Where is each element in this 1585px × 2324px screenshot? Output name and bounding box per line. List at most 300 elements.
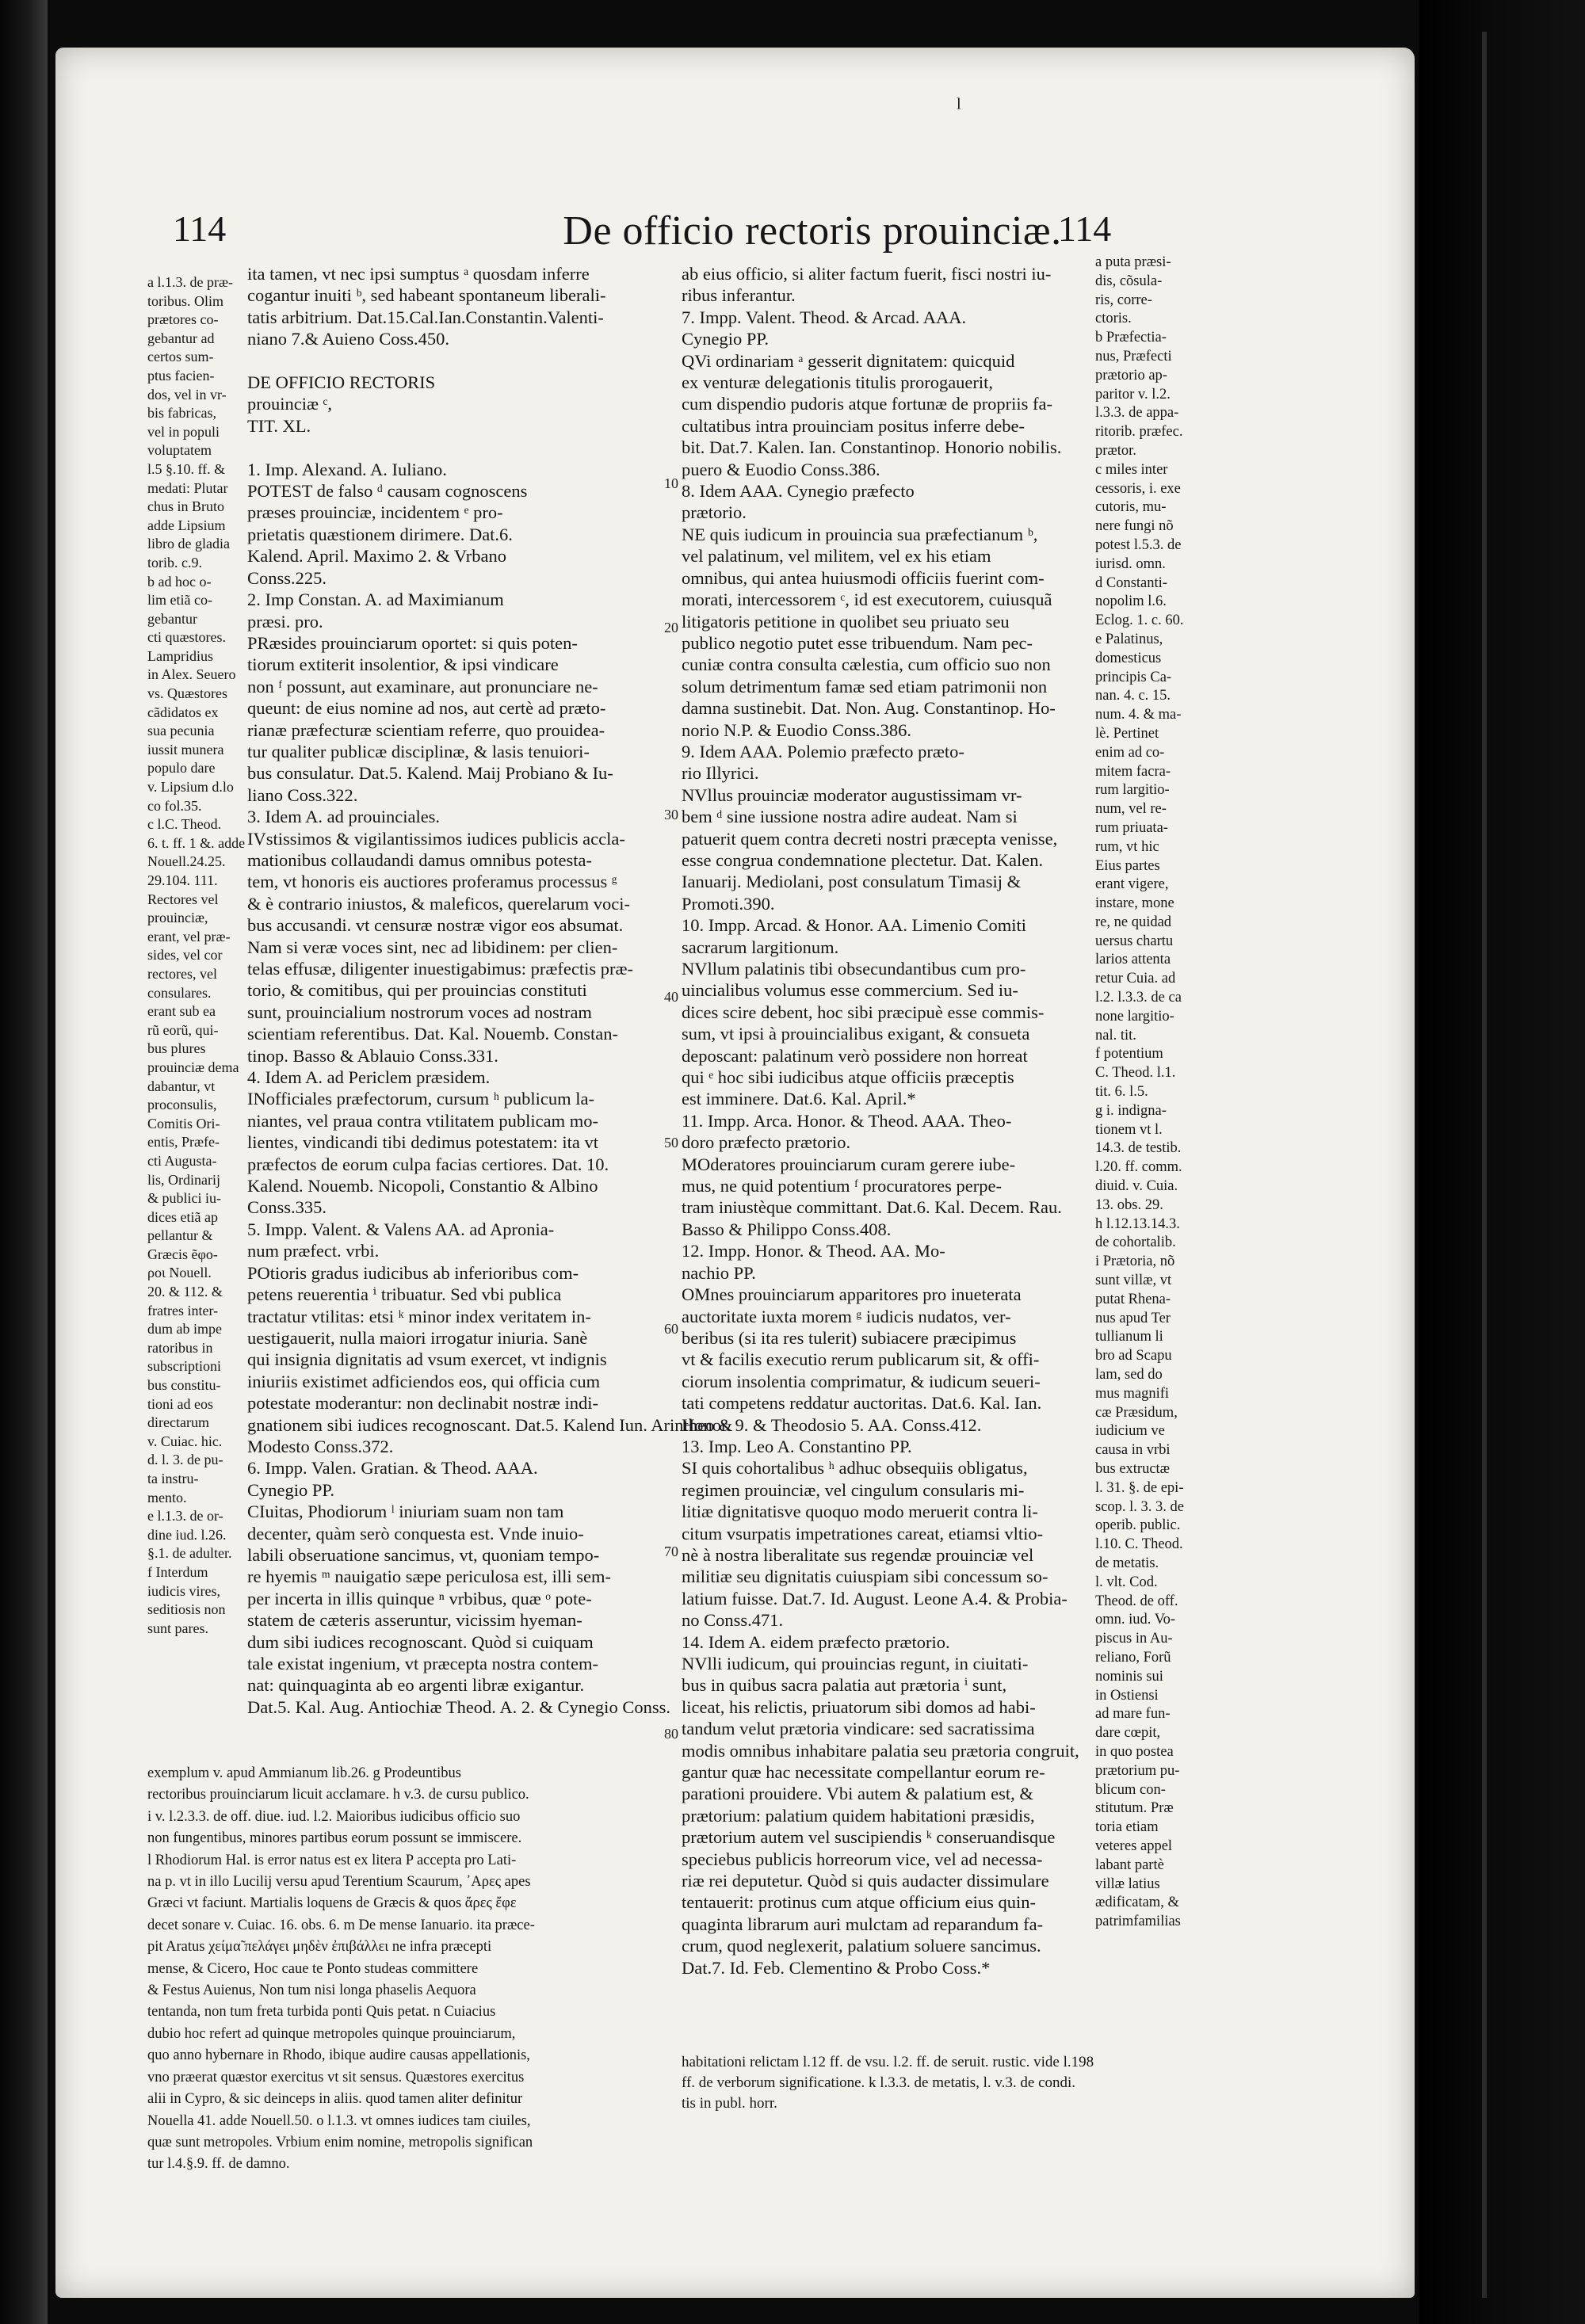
text-line: TIT. XL. bbox=[247, 415, 311, 436]
text-line: num, vel re- bbox=[1095, 801, 1167, 818]
line-number: 40 bbox=[664, 989, 678, 1005]
text-line: mense, & Cicero, Hoc caue te Ponto studeas committere bbox=[147, 1960, 479, 1977]
text-line: præses prouinciæ, incidentem ᵉ pro- bbox=[247, 502, 503, 523]
text-line: & Festus Auienus, Non tum nisi longa phaselis Aequora bbox=[147, 1982, 476, 1999]
text-line: l.5 §.10. ff. & bbox=[147, 460, 226, 477]
text-line: seditiosis non bbox=[147, 1601, 226, 1618]
right-footnotes bbox=[682, 2052, 1220, 2114]
text-line: liano Coss.322. bbox=[247, 784, 358, 805]
line-number: 80 bbox=[664, 1726, 678, 1742]
text-line: iussit munera bbox=[147, 741, 224, 757]
text-line: lis, Ordinarij bbox=[147, 1171, 220, 1188]
text-line: doro præfecto prætorio. bbox=[682, 1132, 851, 1153]
text-line: INofficiales præfectorum, cursum ʰ publicum la- bbox=[247, 1089, 594, 1109]
text-line: prætor. bbox=[1095, 442, 1136, 459]
text-line: nopolim l.6. bbox=[1095, 593, 1167, 610]
text-line: mationibus collaudandi damus omnibus potesta- bbox=[247, 849, 592, 870]
text-line: Rectores vel bbox=[147, 891, 219, 907]
text-line: 4. Idem A. ad Periclem præsidem. bbox=[247, 1067, 491, 1088]
text-line: pit Aratus χείμα̃ πελάγει μηδὲν ἐπιβάλλει ne infra præcepti bbox=[147, 1939, 492, 1956]
text-line: Eclog. 1. c. 60. bbox=[1095, 612, 1184, 629]
text-line: ctoris. bbox=[1095, 311, 1132, 327]
text-line: dos, vel in vr- bbox=[147, 386, 227, 403]
text-line: tullianum li bbox=[1095, 1329, 1163, 1345]
text-line: cti Augusta- bbox=[147, 1152, 217, 1169]
book-spine bbox=[1419, 0, 1585, 2324]
text-line: mus, ne quid potentium ᶠ procuratores perpe- bbox=[682, 1176, 1002, 1196]
text-line: no Conss.471. bbox=[682, 1610, 784, 1631]
text-line: solum detrimentum famæ sed etiam patrimonii non bbox=[682, 676, 1048, 696]
text-line: Theod. de off. bbox=[1095, 1593, 1178, 1609]
text-line: a l.1.3. de præ- bbox=[147, 274, 233, 290]
text-line: dubio hoc refert ad quinque metropoles quinque prouinciarum, bbox=[147, 2025, 516, 2042]
text-line: torio, & comitibus, qui per prouincias constituti bbox=[247, 980, 587, 1001]
text-line: ratoribus in bbox=[147, 1339, 213, 1356]
text-line: nus, Præfecti bbox=[1095, 348, 1172, 364]
text-line: gebantur ad bbox=[147, 330, 215, 346]
text-line: bus extructæ bbox=[1095, 1461, 1171, 1477]
text-line: Lampridius bbox=[147, 647, 213, 664]
text-line: Græci vt faciunt. Martialis loquens de Græcis & quos ἄρες ἔφε bbox=[147, 1895, 517, 1912]
text-line: principis Ca- bbox=[1095, 669, 1172, 685]
text-line: bus in quibus sacra palatia aut prætoria ⁱ sunt, bbox=[682, 1675, 1007, 1696]
text-line: reliano, Forũ bbox=[1095, 1649, 1171, 1666]
text-line: medati: Plutar bbox=[147, 479, 228, 496]
text-line: prætorium autem vel suscipiendis ᵏ conseruandisque bbox=[682, 1827, 1056, 1848]
text-line: certos sum- bbox=[147, 349, 214, 365]
text-line: tur qualiter publicæ disciplinæ, & lasis tenuiori- bbox=[247, 741, 590, 761]
text-line: lientes, vindicandi tibi dedimus potestatem: ita vt bbox=[247, 1132, 599, 1153]
text-line: pellantur & bbox=[147, 1227, 213, 1244]
text-line: non fungentibus, minores partibus eorum possunt se immiscere. bbox=[147, 1830, 522, 1847]
text-line: prouinciæ ᶜ, bbox=[247, 394, 332, 414]
text-line: Dat.5. Kal. Aug. Antiochiæ Theod. A. 2. & Cynegio Conss. bbox=[247, 1696, 670, 1717]
text-line: erant, vel præ- bbox=[147, 928, 231, 944]
text-line: C. Theod. l.1. bbox=[1095, 1065, 1176, 1082]
text-line: MOderatores prouinciarum curam gerere iube- bbox=[682, 1154, 1016, 1174]
text-line: ex venturæ delegationis titulis prorogauerit, bbox=[682, 372, 994, 393]
text-line: sunt, prouincialium nostrorum voces ad nostram bbox=[247, 1002, 592, 1022]
text-line: re hyemis ᵐ nauigatio sæpe periculosa est, illi sem- bbox=[247, 1567, 612, 1587]
text-line: 10. Impp. Arcad. & Honor. AA. Limenio Comiti bbox=[682, 915, 1026, 936]
text-line: Basso & Philippo Conss.408. bbox=[682, 1219, 892, 1239]
text-line: voluptatem bbox=[147, 442, 212, 459]
text-line: populo dare bbox=[147, 760, 216, 777]
text-line: directarum bbox=[147, 1414, 209, 1431]
text-line: auctoritate iuxta morem ᵍ iudicis nudatos, ver- bbox=[682, 1306, 1011, 1326]
text-line: 1. Imp. Alexand. A. Iuliano. bbox=[247, 459, 447, 479]
text-line: vel in populi bbox=[147, 423, 220, 440]
text-line: nè à nostra liberalitate sus regendæ prouinciæ vel bbox=[682, 1544, 1034, 1565]
text-line: de metatis. bbox=[1095, 1555, 1159, 1571]
text-line: quo anno hybernare in Rhodo, ibique audire causas appellationis, bbox=[147, 2047, 530, 2064]
text-line: sides, vel cor bbox=[147, 947, 223, 964]
text-line: ritorib. præfec. bbox=[1095, 424, 1183, 441]
text-line: dis, cõsula- bbox=[1095, 273, 1163, 289]
line-number: 50 bbox=[664, 1135, 678, 1151]
text-line: dabantur, vt bbox=[147, 1078, 216, 1094]
text-line: cti quæstores. bbox=[147, 629, 226, 646]
text-line: rectoribus prouinciarum licuit acclamare. h v.3. de cursu publico. bbox=[147, 1787, 529, 1803]
line-number: 70 bbox=[664, 1544, 678, 1559]
text-line: iudicis vires, bbox=[147, 1582, 220, 1599]
text-line: Eius partes bbox=[1095, 857, 1160, 874]
text-line: rum priuata- bbox=[1095, 819, 1168, 836]
text-line: POtioris gradus iudicibus ab inferioribus com- bbox=[247, 1262, 579, 1283]
text-line bbox=[247, 437, 675, 458]
text-line: QVi ordinariam ᵃ gesserit dignitatem: quicquid bbox=[682, 350, 1015, 371]
text-line: bus accusandi. vt censuræ nostræ vigor eos absumat. bbox=[247, 915, 624, 936]
text-line: e Palatinus, bbox=[1095, 631, 1163, 647]
text-line: iurisd. omn. bbox=[1095, 555, 1166, 572]
line-number: 30 bbox=[664, 807, 678, 822]
text-line: & publici iu- bbox=[147, 1190, 221, 1207]
text-line: qui ᵉ hoc sibi iudicibus atque officiis præceptis bbox=[682, 1067, 1014, 1088]
text-line: niano 7.& Auieno Coss.450. bbox=[247, 329, 450, 349]
text-line: tinop. Basso & Ablauio Conss.331. bbox=[247, 1045, 498, 1066]
text-line: ab eius officio, si aliter factum fuerit, fisci nostri iu- bbox=[682, 264, 1052, 284]
text-line: parationi prouidere. Vbi autem & palatium est, & bbox=[682, 1784, 1033, 1804]
text-line: sacrarum largitionum. bbox=[682, 937, 839, 957]
text-line: operib. public. bbox=[1095, 1517, 1181, 1534]
text-line: Nouella 41. adde Nouell.50. o l.1.3. vt omnes iudices tam ciuiles, bbox=[147, 2112, 531, 2129]
text-line: instare, mone bbox=[1095, 895, 1174, 912]
text-line: Modesto Conss.372. bbox=[247, 1436, 394, 1456]
text-line: erant vigere, bbox=[1095, 876, 1169, 893]
text-line: lè. Pertinet bbox=[1095, 725, 1159, 742]
text-line: rum largitio- bbox=[1095, 782, 1170, 799]
text-line: vno præerat quæstor exercitus vt sit sensus. Quæstores exercitus bbox=[147, 2069, 525, 2085]
text-line: sua pecunia bbox=[147, 723, 215, 739]
page-title: De officio rectoris prouinciæ. bbox=[563, 208, 1062, 254]
text-line: ptus facien- bbox=[147, 367, 215, 384]
text-line: prouinciæ dema bbox=[147, 1059, 239, 1075]
text-line: nere fungi nõ bbox=[1095, 518, 1174, 535]
text-line: 7. Impp. Valent. Theod. & Arcad. AAA. bbox=[682, 307, 967, 327]
text-line: CIuitas, Phodiorum ˡ iniuriam suam non tam bbox=[247, 1502, 564, 1522]
text-line: Græcis ẽφο- bbox=[147, 1246, 218, 1262]
text-line: cæ Præsidum, bbox=[1095, 1404, 1178, 1421]
text-line: causa in vrbi bbox=[1095, 1442, 1171, 1459]
text-line: in quo postea bbox=[1095, 1743, 1174, 1760]
text-line: queunt: de eius nomine ad nos, aut certè ad præto- bbox=[247, 698, 606, 719]
text-line: tati competens reddatur auctoritas. Dat.6. Kal. Ian. bbox=[682, 1393, 1042, 1414]
text-line: libro de gladia bbox=[147, 536, 230, 552]
text-line: d Constanti- bbox=[1095, 574, 1167, 591]
text-line: SI quis cohortalibus ʰ adhuc obsequiis obligatus, bbox=[682, 1458, 1028, 1479]
text-line: POTEST de falso ᵈ causam cognoscens bbox=[247, 481, 528, 502]
text-line: prætores co- bbox=[147, 311, 219, 328]
text-line: num. 4. & ma- bbox=[1095, 707, 1182, 723]
text-line: tractatur vtilitas: etsi ᵏ minor index veritatem in- bbox=[247, 1306, 591, 1326]
text-line: omn. iud. Vo- bbox=[1095, 1612, 1176, 1628]
text-line: l.10. C. Theod. bbox=[1095, 1536, 1183, 1553]
text-line: habitationi relictam l.12 ff. de vsu. l.2. ff. de seruit. rustic. vide l.198 bbox=[682, 2054, 1094, 2070]
text-line: petens reuerentia ⁱ tribuatur. Sed vbi publica bbox=[247, 1284, 562, 1305]
text-line: f Interdum bbox=[147, 1563, 208, 1580]
text-line: ita tamen, vt nec ipsi sumptus ᵃ quosdam inferre bbox=[247, 264, 590, 284]
text-line: prætorio ap- bbox=[1095, 367, 1167, 384]
text-line: scop. l. 3. 3. de bbox=[1095, 1498, 1185, 1515]
text-line: qui insignia dignitatis ad vsum exercet, vt indignis bbox=[247, 1349, 607, 1370]
text-line: Promoti.390. bbox=[682, 893, 775, 914]
text-line: nan. 4. c. 15. bbox=[1095, 688, 1171, 704]
text-line: Conss.225. bbox=[247, 567, 327, 588]
text-line: v. Lipsium d.lo bbox=[147, 779, 234, 796]
text-line: l.20. ff. comm. bbox=[1095, 1159, 1182, 1176]
text-line: litigatoris petitione in quolibet seu priuato seu bbox=[682, 611, 1010, 632]
text-line: vt & facilis executio rerum publicarum sit, & offi- bbox=[682, 1349, 1040, 1370]
text-line: prætorio. bbox=[682, 502, 747, 523]
text-line: g i. indigna- bbox=[1095, 1102, 1167, 1119]
text-line: torib. c.9. bbox=[147, 554, 202, 571]
text-line: patrimfamilias bbox=[1095, 1914, 1181, 1930]
text-line: sum, vt ipsi à prouincialibus exigant, & consueta bbox=[682, 1024, 1030, 1044]
text-line: b ad hoc o- bbox=[147, 573, 212, 590]
text-line: bis fabricas, bbox=[147, 405, 216, 422]
text-line: PRæsides prouinciarum oportet: si quis poten- bbox=[247, 632, 578, 653]
text-line: tale existat ingenium, vt præcepta nostra contem- bbox=[247, 1654, 598, 1673]
text-line: tem, vt honoris eis auctiores proferamus processus ᵍ bbox=[247, 872, 617, 892]
text-line: c miles inter bbox=[1095, 461, 1168, 478]
text-line: per incerta in illis quinque ⁿ vrbibus, quæ ᵒ pote- bbox=[247, 1588, 592, 1608]
text-line: h l.12.13.14.3. bbox=[1095, 1215, 1180, 1232]
text-line: na p. vt in illo Lucilij versu apud Terentium Scaurum, ᾽Αρες apes bbox=[147, 1874, 531, 1891]
text-line: cum dispendio pudoris atque fortunæ de propriis fa- bbox=[682, 394, 1053, 414]
text-line: 9. Idem AAA. Polemio præfecto præto- bbox=[682, 741, 964, 761]
text-line: retur Cuia. ad bbox=[1095, 971, 1176, 987]
text-line: & è contrario iniustos, & maleficos, querelarum voci- bbox=[247, 893, 630, 914]
text-line: uersus chartu bbox=[1095, 933, 1174, 949]
text-line: re, ne quidad bbox=[1095, 914, 1172, 930]
text-line: Ianuarij. Mediolani, post consulatum Timasij & bbox=[682, 872, 1022, 892]
text-line: tiorum extiterit insolentior, & ipsi vindicare bbox=[247, 654, 559, 675]
left-page-edge bbox=[0, 0, 48, 2324]
text-line: cuniæ contra consulta cælestia, cum officio suo non bbox=[682, 654, 1051, 675]
text-line: l Rhodiorum Hal. is error natus est ex litera P accepta pro Lati- bbox=[147, 1852, 517, 1868]
text-line: bro ad Scapu bbox=[1095, 1348, 1172, 1364]
text-line: 3. Idem A. ad prouinciales. bbox=[247, 807, 441, 827]
text-line: paritor v. l.2. bbox=[1095, 386, 1171, 403]
text-line: Kalend. Nouemb. Nicopoli, Constantio & Albino bbox=[247, 1176, 598, 1196]
text-line: in Alex. Seuero bbox=[147, 666, 236, 683]
text-line: i v. l.2.3.3. de off. diue. iud. l.2. Maioribus iudicibus officio suo bbox=[147, 1808, 521, 1825]
text-line: NVllum palatinis tibi obsecundantibus cum pro- bbox=[682, 959, 1026, 979]
text-line: villæ latius bbox=[1095, 1876, 1160, 1892]
text-line: subscriptioni bbox=[147, 1358, 221, 1375]
text-line: 11. Impp. Arca. Honor. & Theod. AAA. Theo- bbox=[682, 1110, 1012, 1131]
text-line: DE OFFICIO RECTORIS bbox=[247, 372, 436, 393]
text-line: quæ sunt metropoles. Vrbium enim nomine, metropolis significan bbox=[147, 2134, 533, 2150]
text-line: 6. t. ff. 1 &. adde bbox=[147, 834, 246, 851]
text-line: in Ostiensi bbox=[1095, 1687, 1159, 1704]
text-line: tatis arbitrium. Dat.15.Cal.Ian.Constantin.Valenti- bbox=[247, 307, 604, 327]
text-line: NVlli iudicum, qui prouincias regunt, in ciuitati- bbox=[682, 1654, 1029, 1673]
text-line: tit. 6. l.5. bbox=[1095, 1084, 1148, 1101]
text-line: putat Rhena- bbox=[1095, 1291, 1171, 1307]
text-line: toribus. Olim bbox=[147, 292, 224, 309]
left-margin-notes bbox=[147, 273, 249, 1638]
text-line: entis, Præfe- bbox=[147, 1134, 220, 1151]
text-line: cultatibus intra prouinciam positus inferre debe- bbox=[682, 415, 1025, 436]
text-line: est imminere. Dat.6. Kal. April.* bbox=[682, 1089, 916, 1109]
text-line: damna sustinebit. Dat. Non. Aug. Constantinop. Ho- bbox=[682, 698, 1056, 719]
text-line: quaginta librarum auri mulctam ad reparandum fa- bbox=[682, 1914, 1044, 1934]
text-line: 2. Imp Constan. A. ad Maximianum bbox=[247, 590, 504, 610]
text-line: potestate moderantur: non declinabit nostræ indi- bbox=[247, 1393, 599, 1414]
text-line: Nam si veræ voces sint, nec ad libidinem: per clien- bbox=[247, 937, 618, 957]
text-line: patuerit quem contra decreti nostri præcepta venisse, bbox=[682, 828, 1058, 849]
text-line: l.3.3. de appa- bbox=[1095, 405, 1179, 422]
text-line: co fol.35. bbox=[147, 797, 202, 814]
text-line: scientiam referentibus. Dat. Kal. Nouemb. Constan- bbox=[247, 1024, 618, 1044]
spine-fold-line bbox=[1482, 32, 1487, 2298]
text-line: deposcant: palatinum verò possidere non horreat bbox=[682, 1045, 1028, 1066]
text-line: prietatis quæstionem dirimere. Dat.6. bbox=[247, 524, 513, 544]
text-line: chus in Bruto bbox=[147, 498, 224, 515]
text-line: gantur quæ hac necessitate compellantur eorum re- bbox=[682, 1762, 1045, 1783]
text-line: prouinciæ, bbox=[147, 910, 208, 926]
text-line: iniuriis existimet adficiendos eos, qui officia cum bbox=[247, 1371, 601, 1391]
text-line: bit. Dat.7. Kalen. Ian. Constantinop. Honorio nobilis. bbox=[682, 437, 1062, 458]
text-line: puero & Euodio Conss.386. bbox=[682, 459, 880, 479]
text-line: bus consulatur. Dat.5. Kalend. Maij Probiano & Iu- bbox=[247, 763, 613, 784]
text-line: 14.3. de testib. bbox=[1095, 1140, 1182, 1157]
text-line: nominis sui bbox=[1095, 1668, 1163, 1685]
text-line: cutoris, mu- bbox=[1095, 499, 1167, 516]
text-line: rianæ præfecturæ scientiam referre, quo prouidea- bbox=[247, 719, 605, 740]
text-line: norio N.P. & Euodio Conss.386. bbox=[682, 719, 912, 740]
text-line: b Præfectia- bbox=[1095, 330, 1167, 346]
text-line: dices scire debent, hoc sibi præcipuè esse commis- bbox=[682, 1002, 1045, 1022]
text-line: rum, vt hic bbox=[1095, 838, 1159, 855]
text-line: adde Lipsium bbox=[147, 517, 226, 533]
text-line: none largitio- bbox=[1095, 1008, 1174, 1025]
text-line: mento. bbox=[147, 1489, 187, 1505]
text-line: citum vsurpatis impetrationes careat, etiamsi vltio- bbox=[682, 1523, 1044, 1544]
text-line: decenter, quàm serò conquesta est. Vnde inuio- bbox=[247, 1523, 584, 1544]
text-line: d. l. 3. de pu- bbox=[147, 1452, 223, 1468]
text-line: dine iud. l.26. bbox=[147, 1526, 227, 1543]
text-line: 13. obs. 29. bbox=[1095, 1196, 1163, 1213]
text-line: dum ab impe bbox=[147, 1321, 222, 1338]
right-margin-notes bbox=[1095, 254, 1220, 1932]
text-line: piscus in Au- bbox=[1095, 1631, 1173, 1647]
right-text-column bbox=[682, 263, 1094, 1979]
text-line: nachio PP. bbox=[682, 1262, 756, 1283]
text-line: 5. Impp. Valent. & Valens AA. ad Apronia- bbox=[247, 1219, 555, 1239]
text-line: publico negotio putet esse tribuendum. Nam pec- bbox=[682, 632, 1033, 653]
text-line: morati, intercessorem ᶜ, id est executorem, cuiusquã bbox=[682, 590, 1052, 610]
text-line: cogantur inuiti ᵇ, sed habeant spontaneum liberali- bbox=[247, 285, 606, 306]
text-line: prætorium: palatium quidem habitationi præsidis, bbox=[682, 1805, 1035, 1826]
text-line: exemplum v. apud Ammianum lib.26. g Prodeuntibus bbox=[147, 1765, 462, 1781]
text-line: modis omnibus inhabitare palatia seu prætoria congruit, bbox=[682, 1740, 1079, 1761]
text-line: bus plures bbox=[147, 1040, 206, 1057]
text-line: prætorium pu- bbox=[1095, 1762, 1180, 1779]
text-line: Conss.335. bbox=[247, 1197, 327, 1218]
text-line: ciorum insolentia comprimatur, & iudicum seueri- bbox=[682, 1371, 1041, 1391]
text-line: tionem vt l. bbox=[1095, 1121, 1163, 1138]
text-line: l.2. l.3.3. de ca bbox=[1095, 990, 1182, 1006]
text-line: non ᶠ possunt, aut examinare, aut pronunciare ne- bbox=[247, 676, 598, 696]
text-line: IVstissimos & vigilantissimos iudices publicis accla- bbox=[247, 828, 625, 849]
text-line: riæ rei deputetur. Quòd si quis audacter dissimulare bbox=[682, 1871, 1049, 1891]
text-line: Cynegio PP. bbox=[682, 329, 770, 349]
text-line: NE quis iudicum in prouincia sua præfectianum ᵇ, bbox=[682, 524, 1038, 544]
text-line: crum, quod neglexerit, palatium soluere sancimus. bbox=[682, 1936, 1041, 1956]
text-line: OMnes prouinciarum apparitores pro inueterata bbox=[682, 1284, 1022, 1305]
text-line: litiæ dignitatisve quoquo modo meruerit contra li- bbox=[682, 1502, 1038, 1522]
text-line: iudicium ve bbox=[1095, 1423, 1165, 1440]
text-line: veteres appel bbox=[1095, 1837, 1173, 1854]
top-ink-mark: ˡ bbox=[957, 93, 961, 123]
text-line: toria etiam bbox=[1095, 1819, 1159, 1836]
text-line: tioni ad eos bbox=[147, 1395, 213, 1412]
text-line: mitem facra- bbox=[1095, 763, 1171, 780]
text-line: telas effusæ, diligenter inuestigabimus: præfectis præ- bbox=[247, 959, 633, 979]
text-line: vel palatinum, vel militem, vel ex his etiam bbox=[682, 546, 991, 567]
text-line: Comitis Ori- bbox=[147, 1115, 220, 1131]
text-line: ροι Nouell. bbox=[147, 1265, 212, 1281]
text-line: ad mare fun- bbox=[1095, 1706, 1171, 1723]
text-line: uestigauerit, nulla maiori irrogatur iniuria. Sanè bbox=[247, 1327, 588, 1348]
line-number: 20 bbox=[664, 620, 678, 635]
text-line: beribus (si ita res tulerit) subiacere præcipimus bbox=[682, 1327, 1017, 1348]
text-line: 12. Impp. Honor. & Theod. AA. Mo- bbox=[682, 1241, 945, 1261]
text-line: 8. Idem AAA. Cynegio præfecto bbox=[682, 481, 915, 502]
text-line: fratres inter- bbox=[147, 1302, 219, 1318]
text-line: liceat, his relictis, priuatorum sibi domos ad habi- bbox=[682, 1696, 1036, 1717]
text-line: dare cœpit, bbox=[1095, 1725, 1161, 1742]
text-line: rectores, vel bbox=[147, 965, 217, 982]
text-line: rio Illyrici. bbox=[682, 763, 759, 784]
text-line: e l.1.3. de or- bbox=[147, 1508, 223, 1525]
text-line: lam, sed do bbox=[1095, 1367, 1163, 1383]
text-line: ta instru- bbox=[147, 1471, 199, 1486]
text-line: diuid. v. Cuia. bbox=[1095, 1178, 1178, 1195]
text-line: NVllus prouinciæ moderator augustissimam vr- bbox=[682, 784, 1022, 805]
text-line: l. 31. §. de epi- bbox=[1095, 1479, 1184, 1496]
text-line: dum sibi iudices recognoscant. Quòd si cuiquam bbox=[247, 1631, 594, 1652]
text-line: consulares. bbox=[147, 984, 212, 1001]
text-line: tentanda, non tum freta turbida ponti Quis petat. n Cuiacius bbox=[147, 2004, 496, 2021]
text-line: f potentium bbox=[1095, 1046, 1163, 1063]
text-line: 29.104. 111. bbox=[147, 872, 218, 888]
text-line: Nouell.24.25. bbox=[147, 853, 226, 870]
text-line: latium fuisse. Dat.7. Id. August. Leone A.4. & Probia- bbox=[682, 1588, 1067, 1608]
text-line: 13. Imp. Leo A. Constantino PP. bbox=[682, 1436, 912, 1456]
text-line: 20. & 112. & bbox=[147, 1284, 223, 1300]
text-line: c l.C. Theod. bbox=[147, 816, 222, 833]
text-line: num præfect. vrbi. bbox=[247, 1241, 380, 1261]
text-line: gnationem sibi iudices recognoscant. Dat.5. Kalend Iun. Arintheo & bbox=[247, 1414, 733, 1435]
text-line: rũ eorũ, qui- bbox=[147, 1021, 219, 1038]
text-line: tentauerit: protinus cum atque officium eius quin- bbox=[682, 1892, 1036, 1913]
text-line: stitutum. Præ bbox=[1095, 1800, 1174, 1817]
line-number: 60 bbox=[664, 1321, 678, 1337]
text-line: speciebus publicis horreorum vice, vel ad necessa- bbox=[682, 1849, 1043, 1869]
text-line: decet sonare v. Cuiac. 16. obs. 6. m De mense Ianuario. ita præce- bbox=[147, 1917, 535, 1933]
line-number: 10 bbox=[664, 475, 678, 491]
text-line: enim ad co- bbox=[1095, 744, 1165, 761]
text-line: ff. de verborum significatione. k l.3.3. de metatis, l. v.3. de condi. bbox=[682, 2074, 1076, 2091]
text-line: dices etiã ap bbox=[147, 1208, 218, 1225]
text-line: ribus inferantur. bbox=[682, 285, 796, 306]
text-line: gebantur bbox=[147, 610, 197, 627]
text-line: domesticus bbox=[1095, 650, 1162, 666]
page-number-right: 114 bbox=[1058, 208, 1112, 249]
